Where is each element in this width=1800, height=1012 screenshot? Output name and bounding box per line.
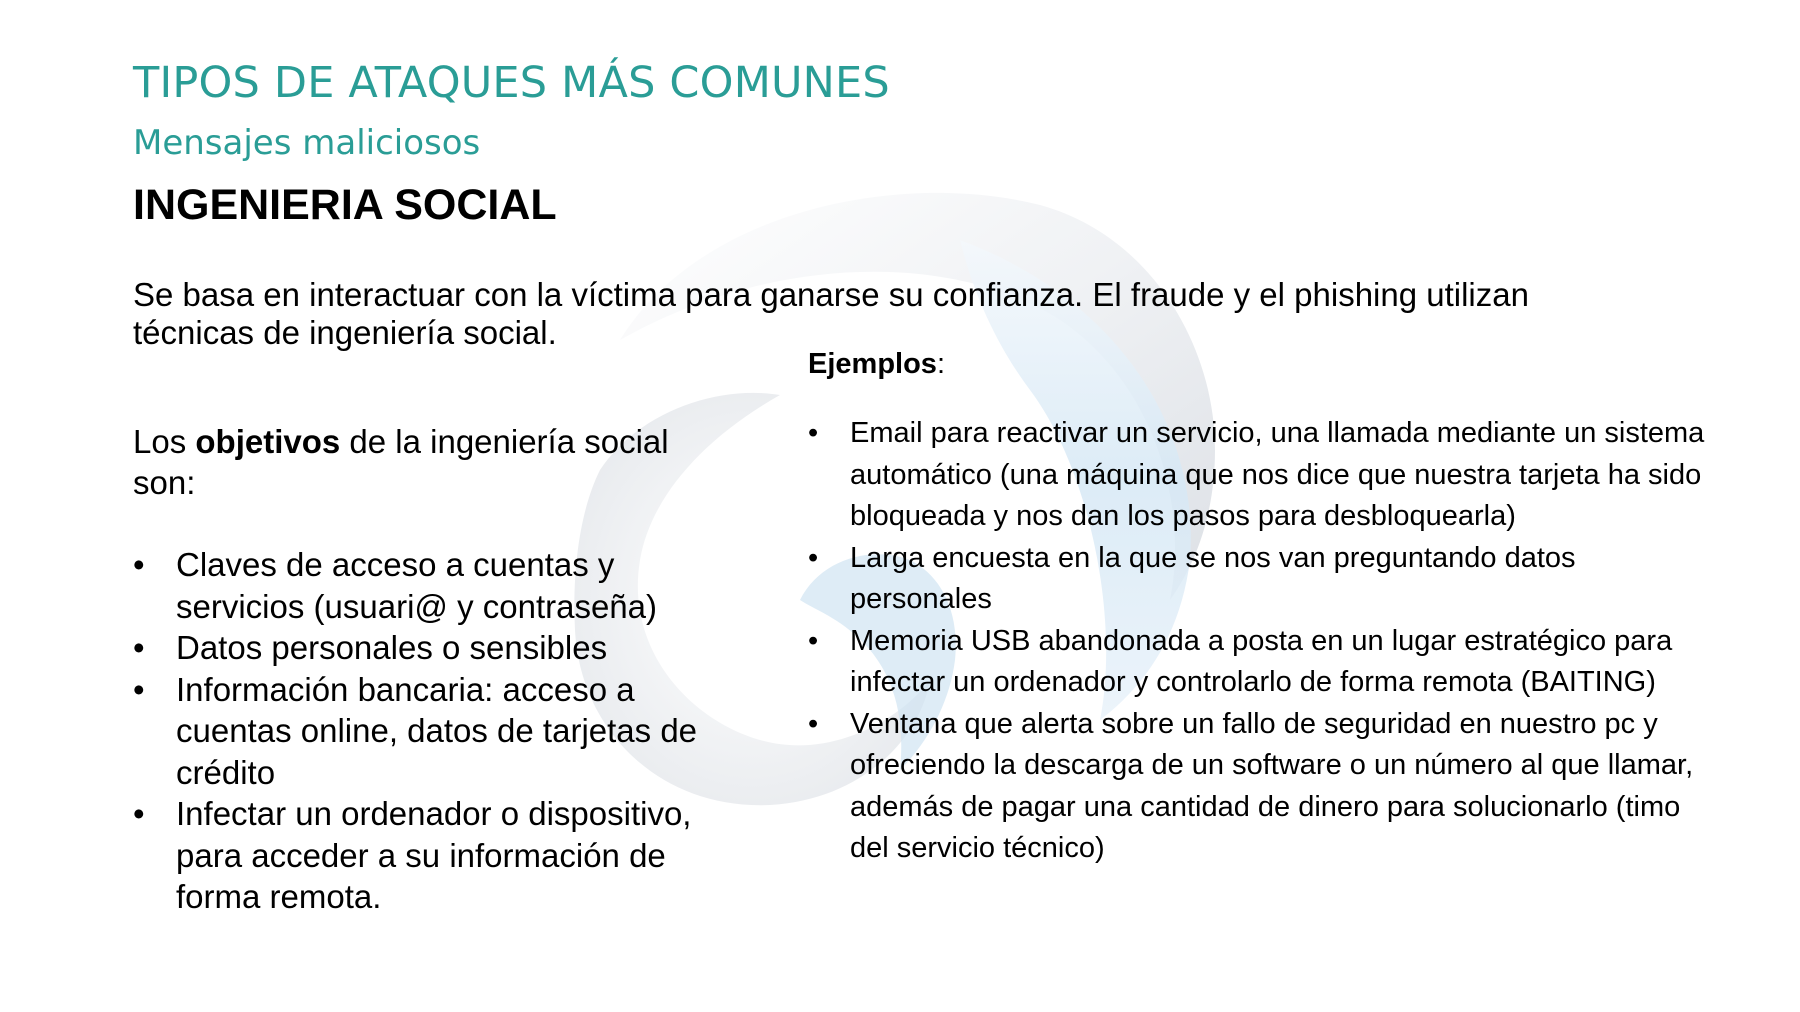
list-item-text: Ventana que alerta sobre un fallo de seguridad en nuestro pc y ofreciendo la descarga de un software o un número al que llamar, además de pagar una cantidad de dinero para solucionarlo (timo del servicio técnico)	[850, 707, 1694, 864]
objectives-lead	[133, 421, 733, 503]
slide-subtitle: Mensajes maliciosos	[133, 123, 481, 163]
list-item	[133, 627, 733, 669]
section-heading: INGENIERIA SOCIAL	[133, 181, 557, 229]
bullet-icon: •	[133, 670, 145, 708]
list-item-text: Claves de acceso a cuentas y servicios (usuari@ y contraseña)	[176, 546, 657, 625]
list-item-text: Infectar un ordenador o dispositivo, para acceder a su información de forma remota.	[176, 795, 692, 915]
list-item-text: Datos personales o sensibles	[176, 629, 608, 666]
examples-block	[808, 345, 1708, 870]
list-item-text: Memoria USB abandonada a posta en un lugar estratégico para infectar un ordenador y controlarlo de forma remota (BAITING)	[850, 624, 1673, 698]
examples-heading-bold: Ejemplos	[808, 348, 937, 380]
list-item	[808, 413, 1708, 538]
examples-heading-colon: :	[936, 348, 945, 380]
list-item-text: Información bancaria: acceso a cuentas online, datos de tarjetas de crédito	[176, 670, 698, 791]
list-item	[808, 621, 1708, 704]
objectives-block	[133, 421, 733, 918]
objectives-list	[133, 544, 733, 918]
bullet-icon: •	[133, 546, 145, 583]
objectives-lead-after: de la ingeniería social son:	[133, 423, 669, 501]
bullet-icon: •	[808, 417, 819, 449]
list-item	[808, 538, 1708, 621]
slide-title: TIPOS DE ATAQUES MÁS COMUNES	[133, 58, 890, 108]
examples-heading	[808, 345, 1708, 383]
objectives-lead-before: Los	[133, 423, 196, 460]
bullet-icon: •	[808, 541, 819, 574]
list-item	[133, 544, 733, 627]
bullet-icon: •	[808, 707, 819, 740]
bullet-icon: •	[133, 795, 145, 832]
list-item	[133, 669, 733, 794]
list-item	[808, 704, 1708, 870]
examples-list	[808, 413, 1708, 870]
objectives-lead-bold: objetivos	[195, 423, 341, 460]
bullet-icon: •	[133, 629, 145, 666]
list-item-text: Larga encuesta en la que se nos van preguntando datos personales	[850, 541, 1576, 615]
list-item	[133, 793, 733, 918]
intro-paragraph: Se basa en interactuar con la víctima para ganarse su confianza. El fraude y el phishing utilizan técnicas de ingeniería social.	[133, 276, 1529, 351]
bullet-icon: •	[808, 624, 819, 657]
list-item-text: Email para reactivar un servicio, una llamada mediante un sistema automático (una máquina que nos dice que nuestra tarjeta ha sido bloqueada y nos dan los pasos para desbloquearla)	[850, 417, 1705, 532]
